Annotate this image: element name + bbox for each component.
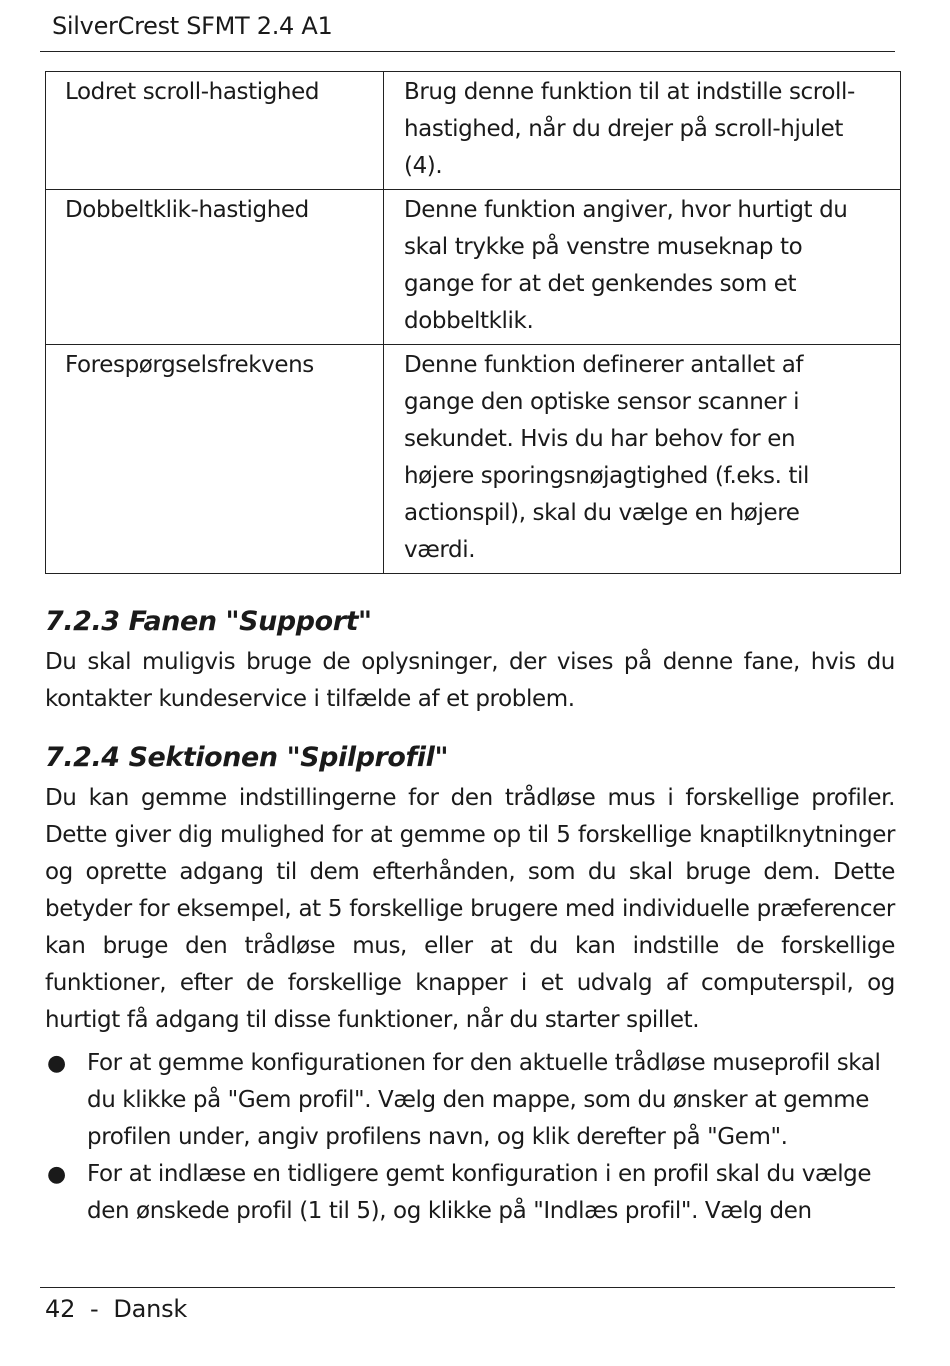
header-divider [40, 51, 895, 52]
table-row [46, 72, 901, 190]
list-item-text: For at indlæse en tidligere gemt konfiguration i en profil skal du vælge den ønskede profil (1 til 5), og klikke på "Indlæs profil". Vælg den [87, 1161, 872, 1224]
table-term: Dobbeltklik-hastighed [46, 190, 384, 345]
page-header-title: SilverCrest SFMT 2.4 A1 [52, 12, 333, 40]
section-heading-game-profile: 7.2.4 Sektionen "Spilprofil" [45, 742, 449, 773]
table-description: Brug denne funktion til at indstille scroll-hastighed, når du drejer på scroll-hjulet (4). [384, 72, 901, 190]
bullet-icon: ● [47, 1162, 66, 1187]
page-number: 42 [45, 1295, 76, 1323]
table-term: Lodret scroll-hastighed [46, 72, 384, 190]
settings-table [45, 71, 901, 574]
table-row [46, 345, 901, 574]
footer-separator: - [90, 1295, 99, 1323]
support-paragraph: Du skal muligvis bruge de oplysninger, der vises på denne fane, hvis du kontakter kundeservice i tilfælde af et problem. [45, 649, 895, 712]
table-description: Denne funktion definerer antallet af gange den optiske sensor scanner i sekundet. Hvis du har behov for en højere sporingsnøjagtighed (f.eks. til actionspil), skal du vælge en højere værdi. [384, 345, 901, 574]
section-heading-support: 7.2.3 Fanen "Support" [45, 606, 372, 637]
main-content [45, 600, 895, 1230]
list-item [45, 1045, 895, 1156]
table-row [46, 190, 901, 345]
list-item [45, 1156, 895, 1230]
instructions-list [45, 1045, 895, 1230]
page-footer [45, 1295, 187, 1323]
bullet-icon: ● [47, 1051, 66, 1076]
table-description: Denne funktion angiver, hvor hurtigt du skal trykke på venstre museknap to gange for at det genkendes som et dobbeltklik. [384, 190, 901, 345]
footer-divider [40, 1287, 895, 1288]
list-item-text: For at gemme konfigurationen for den aktuelle trådløse museprofil skal du klikke på "Gem profil". Vælg den mappe, som du ønsker at gemme profilen under, angiv profilens navn, og klik derefter på "Gem". [87, 1050, 881, 1150]
table-term: Forespørgselsfrekvens [46, 345, 384, 574]
footer-language: Dansk [113, 1295, 188, 1323]
game-profile-paragraph: Du kan gemme indstillingerne for den trådløse mus i forskellige profiler. Dette giver dig mulighed for at gemme op til 5 forskellige knaptilknytninger og oprette adgang til dem efterhånden, som du skal bruge dem. Dette betyder for eksempel, at 5 forskellige brugere med individuelle præferencer kan bruge den trådløse mus, eller at du kan indstille de forskellige funktioner, efter de forskellige knapper i et udvalg af computerspil, og hurtigt få adgang til disse funktioner, når du starter spillet. [45, 785, 895, 1033]
